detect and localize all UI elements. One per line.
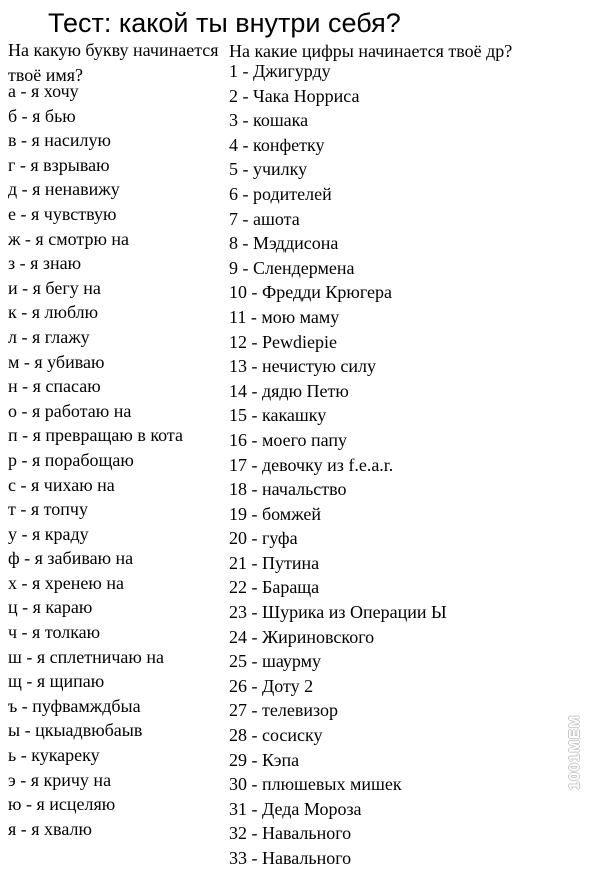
letter-list-item: ь - кукареку xyxy=(8,745,100,766)
letter-list-item: ш - я сплетничаю на xyxy=(8,646,164,667)
letter-list-item: и - я бегу на xyxy=(8,277,101,298)
letter-list-item: т - я топчу xyxy=(8,499,88,520)
number-list-item: 7 - ашота xyxy=(229,208,300,229)
number-column-heading: На какие цифры начинается твоё др? xyxy=(229,41,513,61)
number-list-item: 4 - конфетку xyxy=(229,134,325,155)
number-list-item: 12 - Pewdiepie xyxy=(229,331,337,352)
number-list-item: 30 - плюшевых мишек xyxy=(229,774,402,795)
number-list xyxy=(229,59,447,871)
number-list-item: 8 - Мэддисона xyxy=(229,233,339,254)
letter-list-item: г - я взрываю xyxy=(8,154,110,175)
letter-list-item: с - я чихаю на xyxy=(8,474,115,495)
number-list-item: 13 - нечистую силу xyxy=(229,356,377,377)
number-list-item: 15 - какашку xyxy=(229,405,327,426)
letter-list-item: н - я спасаю xyxy=(8,376,101,397)
number-list-item: 14 - дядю Петю xyxy=(229,380,349,401)
letter-list-item: м - я убиваю xyxy=(8,351,105,372)
letter-list xyxy=(8,79,183,841)
letter-list-item: о - я работаю на xyxy=(8,400,132,421)
letter-list-item: ц - я караю xyxy=(8,597,93,618)
number-list-item: 17 - девочку из f.e.a.r. xyxy=(229,454,394,475)
number-list-item: 3 - кошака xyxy=(229,110,309,131)
number-list-item: 25 - шаурму xyxy=(229,651,322,672)
number-list-item: 16 - моего папу xyxy=(229,429,348,450)
number-list-item: 11 - мою маму xyxy=(229,306,340,327)
letter-list-item: ж - я смотрю на xyxy=(8,228,130,249)
number-list-item: 1 - Джигурду xyxy=(229,61,331,81)
number-list-item: 20 - гуфа xyxy=(229,528,298,549)
letter-list-item: ю - я исцеляю xyxy=(8,794,116,815)
number-list-item: 21 - Путина xyxy=(229,552,320,573)
number-list-item: 26 - Доту 2 xyxy=(229,675,314,696)
letter-list-item: д - я ненавижу xyxy=(8,179,120,200)
number-list-item: 2 - Чака Норриса xyxy=(229,85,360,106)
number-list-item: 27 - телевизор xyxy=(229,700,338,721)
number-list-item: 23 - Шурика из Операции Ы xyxy=(229,602,447,623)
letter-list-item: э - я кричу на xyxy=(8,769,112,790)
number-list-item: 24 - Жириновского xyxy=(229,626,375,647)
number-list-item: 19 - бомжей xyxy=(229,503,322,524)
letter-list-item: щ - я щипаю xyxy=(8,671,105,692)
letter-list-item: п - я превращаю в кота xyxy=(8,425,183,446)
page-title: Тест: какой ты внутри себя? xyxy=(48,8,401,38)
letter-list-item: ъ - пуфвамждбыа xyxy=(8,695,141,716)
watermark: 1001MEM xyxy=(566,714,583,790)
letter-list-item: з - я знаю xyxy=(8,253,82,274)
letter-list-item: р - я порабощаю xyxy=(8,449,134,470)
number-list-item: 18 - начальство xyxy=(229,479,347,500)
letter-list-item: в - я насилую xyxy=(8,130,111,151)
number-list-item: 32 - Навального xyxy=(229,823,352,844)
letter-list-item: ф - я забиваю на xyxy=(8,548,134,569)
letter-list-item: л - я глажу xyxy=(8,326,90,347)
number-list-item: 29 - Кэпа xyxy=(229,749,300,770)
number-list-item: 33 - Навального xyxy=(229,848,352,868)
letter-list-item: у - я краду xyxy=(8,523,89,544)
letter-list-item: а - я хочу xyxy=(8,81,79,101)
letter-list-item: ы - цкыадвюбаыв xyxy=(8,720,143,741)
number-list-item: 5 - училку xyxy=(229,159,308,180)
letter-list-item: б - я бью xyxy=(8,105,76,126)
letter-list-item: е - я чувствую xyxy=(8,203,117,224)
number-list-item: 31 - Деда Мороза xyxy=(229,798,362,819)
letter-list-item: я - я хвалю xyxy=(8,818,92,839)
number-list-item: 22 - Бараща xyxy=(229,577,320,598)
number-list-item: 9 - Слендермена xyxy=(229,257,355,278)
letter-list-item: к - я люблю xyxy=(8,302,99,323)
number-list-item: 10 - Фредди Крюгера xyxy=(229,282,392,303)
letter-list-item: ч - я толкаю xyxy=(8,622,101,643)
number-list-item: 6 - родителей xyxy=(229,183,332,204)
number-list-item: 28 - сосиску xyxy=(229,725,323,746)
letter-column-heading: На какую букву начинается твоё имя? xyxy=(8,40,219,85)
letter-list-item: х - я хренею на xyxy=(8,572,124,593)
